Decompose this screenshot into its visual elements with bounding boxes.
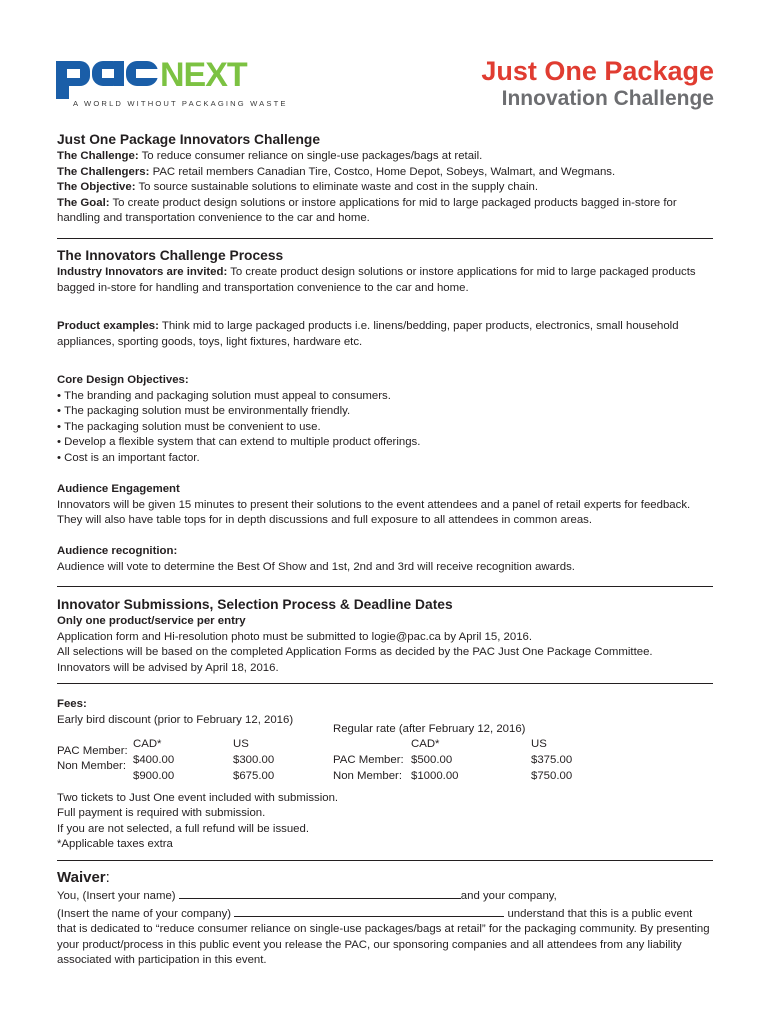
regular-us-header: US	[531, 737, 547, 750]
fees-note: If you are not selected, a full refund will be issued.	[57, 822, 310, 835]
core-objectives	[57, 373, 713, 467]
waiver-section	[57, 869, 713, 969]
early-bird-title: Early bird discount (prior to February 12, 2016)	[57, 713, 294, 726]
pacnext-logo	[56, 57, 288, 113]
audience-recognition	[57, 544, 713, 575]
intro-objective: The Objective: To source sustainable solutions to eliminate waste and cost in the supply chain.	[57, 181, 538, 194]
process-section	[57, 247, 713, 296]
fees-table	[57, 713, 713, 791]
waiver-heading: Waiver:	[57, 869, 110, 886]
process-invited: Industry Innovators are invited: To create product design solutions or instore applications for mid to large packaged products bagged in-store for handling and transportation convenience to the car and home.	[57, 266, 696, 294]
process-heading: The Innovators Challenge Process	[57, 248, 284, 263]
early-member-us: $300.00	[233, 753, 275, 766]
title-block	[481, 55, 714, 111]
divider-3	[57, 683, 713, 684]
early-non-us: $675.00	[233, 769, 275, 782]
regular-cad-header: CAD*	[411, 737, 440, 750]
regular-member-cad: $500.00	[411, 753, 453, 766]
early-non-cad: $900.00	[133, 769, 175, 782]
list-item: • The branding and packaging solution must appeal to consumers.	[57, 389, 713, 405]
svg-text:NEXT: NEXT	[160, 57, 247, 94]
intro-heading: Just One Package Innovators Challenge	[57, 132, 320, 147]
divider-1	[57, 238, 713, 239]
fees-section	[57, 697, 713, 853]
submissions-sublabel: Only one product/service per entry	[57, 615, 246, 627]
list-item: • The packaging solution must be environmentally friendly.	[57, 404, 713, 420]
divider-2	[57, 586, 713, 587]
intro-challengers: The Challengers: PAC retail members Canadian Tire, Costco, Home Depot, Sobeys, Walmart, and Wegmans.	[57, 165, 616, 178]
divider-4	[57, 860, 713, 861]
list-item: • Cost is an important factor.	[57, 451, 713, 467]
engagement-label: Audience Engagement	[57, 483, 180, 495]
regular-non-us: $750.00	[531, 769, 573, 782]
intro-goal: The Goal: To create product design solutions or instore applications for mid to large packaged products bagged in-store for handling and transportation convenience to the car and home.	[57, 196, 677, 225]
recognition-text: Audience will vote to determine the Best Of Show and 1st, 2nd and 3rd will receive recognition awards.	[57, 560, 575, 573]
recognition-label: Audience recognition:	[57, 545, 178, 557]
submissions-heading: Innovator Submissions, Selection Process & Deadline Dates	[57, 597, 453, 612]
document-title: Just One Package	[481, 56, 714, 86]
submissions-line: Innovators will be advised by April 18, 2016.	[57, 661, 279, 674]
waiver-line-name: You, (Insert your name) and your company,	[57, 887, 713, 905]
early-member-cad: $400.00	[133, 753, 175, 766]
logo-tagline: A WORLD WITHOUT PACKAGING WASTE	[73, 99, 288, 108]
list-item: • Develop a flexible system that can extend to multiple product offerings.	[57, 435, 713, 451]
objectives-label: Core Design Objectives:	[57, 374, 189, 386]
regular-member-label: PAC Member:	[333, 753, 404, 766]
objectives-list	[57, 389, 713, 467]
document-subtitle: Innovation Challenge	[501, 87, 714, 110]
early-non-member-label: Non Member:	[57, 759, 127, 772]
fees-note: *Applicable taxes extra	[57, 838, 173, 851]
fees-note: Full payment is required with submission.	[57, 807, 266, 820]
submissions-line: All selections will be based on the completed Application Forms as decided by the PAC Just One Package Committee.	[57, 646, 653, 659]
fees-label: Fees:	[57, 698, 87, 710]
fees-note: Two tickets to Just One event included with submission.	[57, 791, 339, 804]
your-name-field[interactable]	[179, 887, 461, 899]
early-cad-header: CAD*	[133, 737, 162, 750]
submissions-section	[57, 596, 713, 676]
early-member-label: PAC Member:	[57, 744, 128, 757]
pacnext-logo-mark	[56, 57, 276, 99]
regular-non-member-label: Non Member:	[333, 769, 403, 782]
engagement-text: Innovators will be given 15 minutes to present their solutions to the event attendees and a panel of retail experts for feedback. They will also have table tops for in depth discussions and full exposure to all attendees in common areas.	[57, 498, 691, 527]
early-us-header: US	[233, 737, 249, 750]
regular-title: Regular rate (after February 12, 2016)	[333, 722, 526, 735]
waiver-text: that is dedicated to “reduce consumer reliance on single-use packages/bags at retail” for the packaging community. By presenting your product/process in this public event you release the PAC, our sponsoring companies and all attendees from any liability associated with participation in this event.	[57, 923, 710, 967]
waiver-line-company: (Insert the name of your company) understand that this is a public event	[57, 905, 713, 923]
regular-non-cad: $1000.00	[411, 769, 459, 782]
submissions-line: Application form and Hi-resolution photo must be submitted to logie@pac.ca by April 15, 2016.	[57, 630, 533, 643]
list-item: • The packaging solution must be convenient to use.	[57, 420, 713, 436]
product-examples: Product examples: Think mid to large packaged products i.e. linens/bedding, paper products, electronics, small household appliances, sporting goods, toys, light fixtures, hardware etc.	[57, 320, 679, 348]
regular-member-us: $375.00	[531, 753, 573, 766]
audience-engagement	[57, 482, 713, 529]
company-name-field[interactable]	[234, 905, 504, 917]
intro-section	[57, 131, 713, 227]
intro-challenge: The Challenge: To reduce consumer reliance on single-use packages/bags at retail.	[57, 150, 483, 162]
